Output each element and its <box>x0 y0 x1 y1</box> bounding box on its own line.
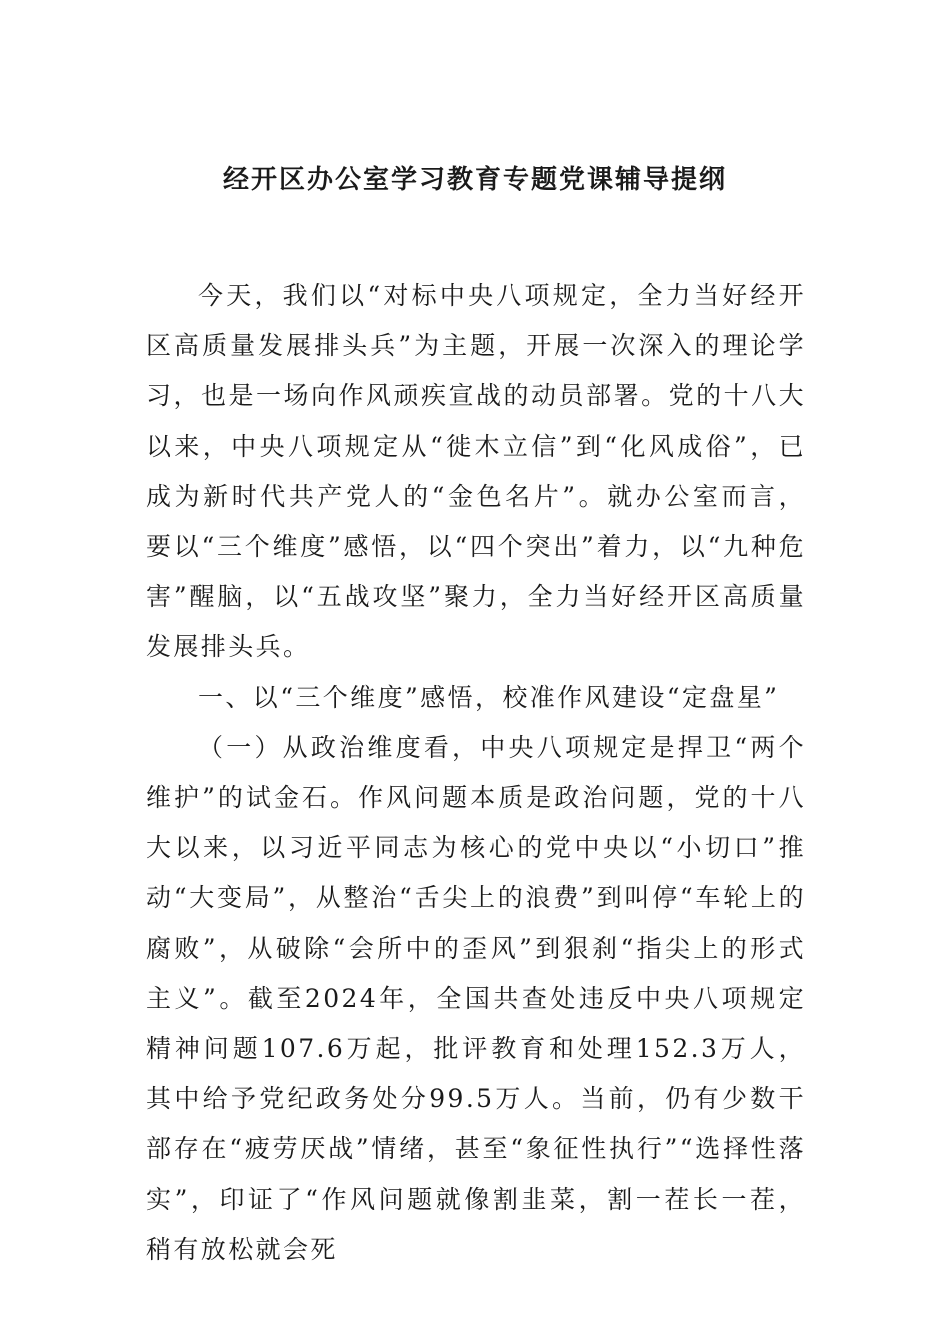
subsection-paragraph-1: （一）从政治维度看，中央八项规定是捍卫“两个维护”的试金石。作风问题本质是政治问题，党的十八大以来，以习近平同志为核心的党中央以“小切口”推动“大变局”，从整治“舌尖上的浪费”到叫停“车轮上的腐败”，从破除“会所中的歪风”到狠刹“指尖上的形式主义”。截至2024年，全国共查处违反中央八项规定精神问题107.6万起，批评教育和处理152.3万人，其中给予党纪政务处分99.5万人。当前，仍有少数干部存在“疲劳厌战”情绪，甚至“象征性执行”“选择性落实”，印证了“作风问题就像割韭菜，割一茬长一茬，稍有放松就会死 <box>146 732 806 1264</box>
intro-paragraph: 今天，我们以“对标中央八项规定，全力当好经开区高质量发展排头兵”为主题，开展一次深入的理论学习，也是一场向作风顽疾宣战的动员部署。党的十八大以来，中央八项规定从“徙木立信”到“化风成俗”，已成为新时代共产党人的“金色名片”。就办公室而言，要以“三个维度”感悟，以“四个突出”着力，以“九种危害”醒脑，以“五战攻坚”聚力，全力当好经开区高质量发展排头兵。 <box>146 281 806 662</box>
section-heading-1: 一、以“三个维度”感悟，校准作风建设“定盘星” <box>198 682 780 712</box>
document-title: 经开区办公室学习教育专题党课辅导提纲 <box>222 165 727 195</box>
document-body <box>146 271 806 1275</box>
